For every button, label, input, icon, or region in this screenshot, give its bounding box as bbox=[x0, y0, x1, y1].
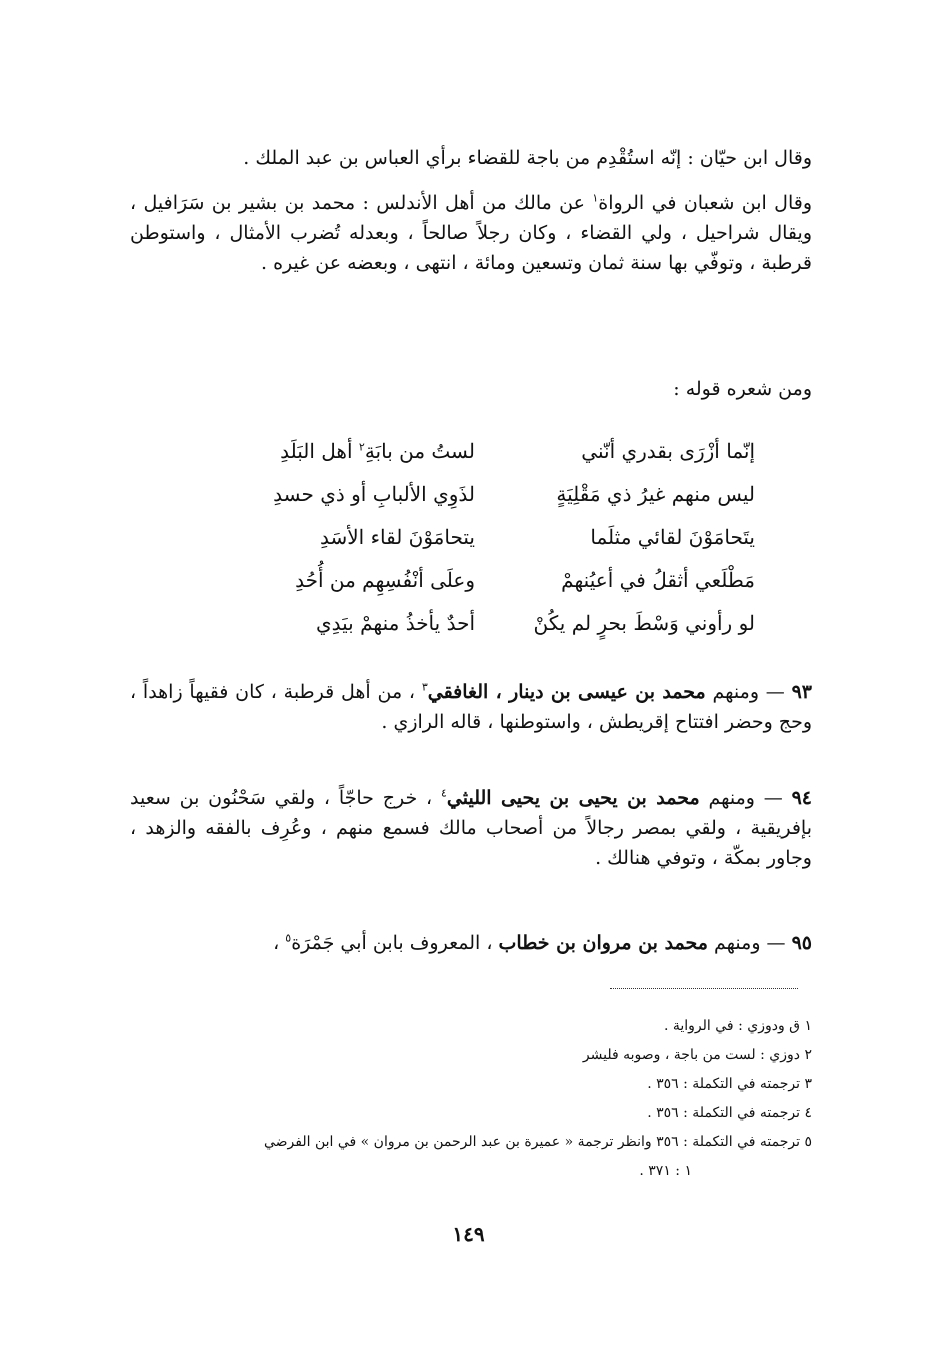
footnote-ref-5: ٥ bbox=[285, 931, 292, 945]
entry-number: ٩٣ bbox=[791, 681, 812, 703]
poem bbox=[210, 430, 755, 645]
footnote-ref-2: ٢ bbox=[358, 440, 365, 454]
verse-second-hemistich: أحدٌ يأخذُ منهمْ بيَدِي bbox=[315, 611, 475, 635]
verse-line bbox=[210, 430, 755, 473]
poetry-intro: ومن شعره قوله : bbox=[673, 378, 812, 400]
verse-first-hemistich: ليس منهم غيرُ ذي مَقْلِيَةٍ bbox=[556, 482, 755, 506]
verse-line bbox=[210, 473, 755, 516]
verse-second-hemistich: يتحامَوْنَ لقاء الأسَدِ bbox=[320, 525, 475, 549]
paragraph-ibn-shaban: وقال ابن شعبان في الرواة$^١$ عن مالك من أهل الأندلس : محمد بن بشير بن سَرَافيل ، ويقال شراحيل ، ولي القضاء ، وكان رجلاً صالحاً ، وبعدله تُضرب الأمثال ، واستوطن قرطبة ، وتوفّي بها سنة ثمان وتسعين ومائة ، انتهى ، وبعضه عن غيره . bbox=[130, 191, 812, 274]
footnote: ١ ق ودوزي : في الرواية . bbox=[663, 1018, 812, 1034]
verse-line bbox=[210, 602, 755, 645]
footnote: ٢ دوزي : لست من باجة ، وصوبه فليشر bbox=[582, 1047, 812, 1063]
verse-first-hemistich: مَطْلَعي أثقلُ في أعيُنهمْ bbox=[561, 568, 755, 592]
verse-line bbox=[210, 516, 755, 559]
entry-93: ٩٣ — ومنهم محمد بن عيسى بن دينار ، الغافقي$^٣$ ، من أهل قرطبة ، كان فقيهاً زاهداً ، وحج وحضر افتتاح إقريطش ، واستوطنها ، قاله الرازي . bbox=[130, 680, 812, 733]
verse-second-hemistich: وعلَى أنْفُسِهِم من أُحُدِ bbox=[295, 568, 475, 592]
verse-first-hemistich: لو رأوني وَسْطَ بحرٍ لم يكُنْ bbox=[533, 611, 755, 635]
footnote-ref-4: ٤ bbox=[440, 786, 447, 800]
footnote-separator bbox=[610, 988, 798, 989]
entry-94: ٩٤ — ومنهم محمد بن يحيى بن يحيى الليثي$^٤$ ، خرج حاجّاً ، ولقي سَحْنُون بن سعيد بإفريقية ، ولقي بمصر رجالاً من أصحاب مالك فسمع منهم ، وعُرِف بالفقه والزهد ، وجاور بمكّة ، وتوفي هنالك . bbox=[130, 786, 812, 869]
footnote: ٤ ترجمته في التكملة : ٣٥٦ . bbox=[647, 1105, 812, 1121]
entry-number: ٩٥ bbox=[791, 932, 812, 954]
verse-first-hemistich: يتَحامَوْنَ لقائي مثلَما bbox=[590, 525, 755, 549]
entry-name: محمد بن مروان بن خطاب bbox=[498, 932, 708, 954]
verse-line bbox=[210, 559, 755, 602]
footnote: ٥ ترجمته في التكملة : ٣٥٦ وانظر ترجمة « عميرة بن عبد الرحمن بن مروان » في ابن الفرضي bbox=[263, 1134, 812, 1150]
entry-number: ٩٤ bbox=[791, 787, 812, 809]
paragraph-ibn-hayyan: وقال ابن حيّان : إنّه استُقْدِم من باجة للقضاء برأي العباس بن عبد الملك . bbox=[243, 147, 812, 169]
footnote-ref-3: ٣ bbox=[421, 680, 428, 694]
entry-name: محمد بن يحيى بن يحيى الليثي bbox=[446, 787, 700, 809]
verse-second-hemistich: لستُ من بابَةِ$^٢$ أهل البَلَدِ bbox=[280, 439, 475, 463]
footnote: ٣ ترجمته في التكملة : ٣٥٦ . bbox=[647, 1076, 812, 1092]
footnotes bbox=[130, 1012, 812, 1186]
footnote-ref-1: ١ bbox=[592, 191, 599, 205]
verse-second-hemistich: لذَوِي الألبابِ أو ذي حسدِ bbox=[273, 482, 475, 506]
entry-name: محمد بن عيسى بن دينار ، الغافقي bbox=[427, 681, 706, 703]
page-number: ١٤٩ bbox=[452, 1222, 485, 1246]
entry-95: ٩٥ — ومنهم محمد بن مروان بن خطاب ، المعروف بابن أبي جَمْرَة$^٥$ ، bbox=[273, 931, 812, 954]
verse-first-hemistich: إنّما أزْرَى بقدري أنّني bbox=[581, 439, 755, 463]
footnote-continuation: ١ : ٣٧١ . bbox=[639, 1163, 692, 1179]
